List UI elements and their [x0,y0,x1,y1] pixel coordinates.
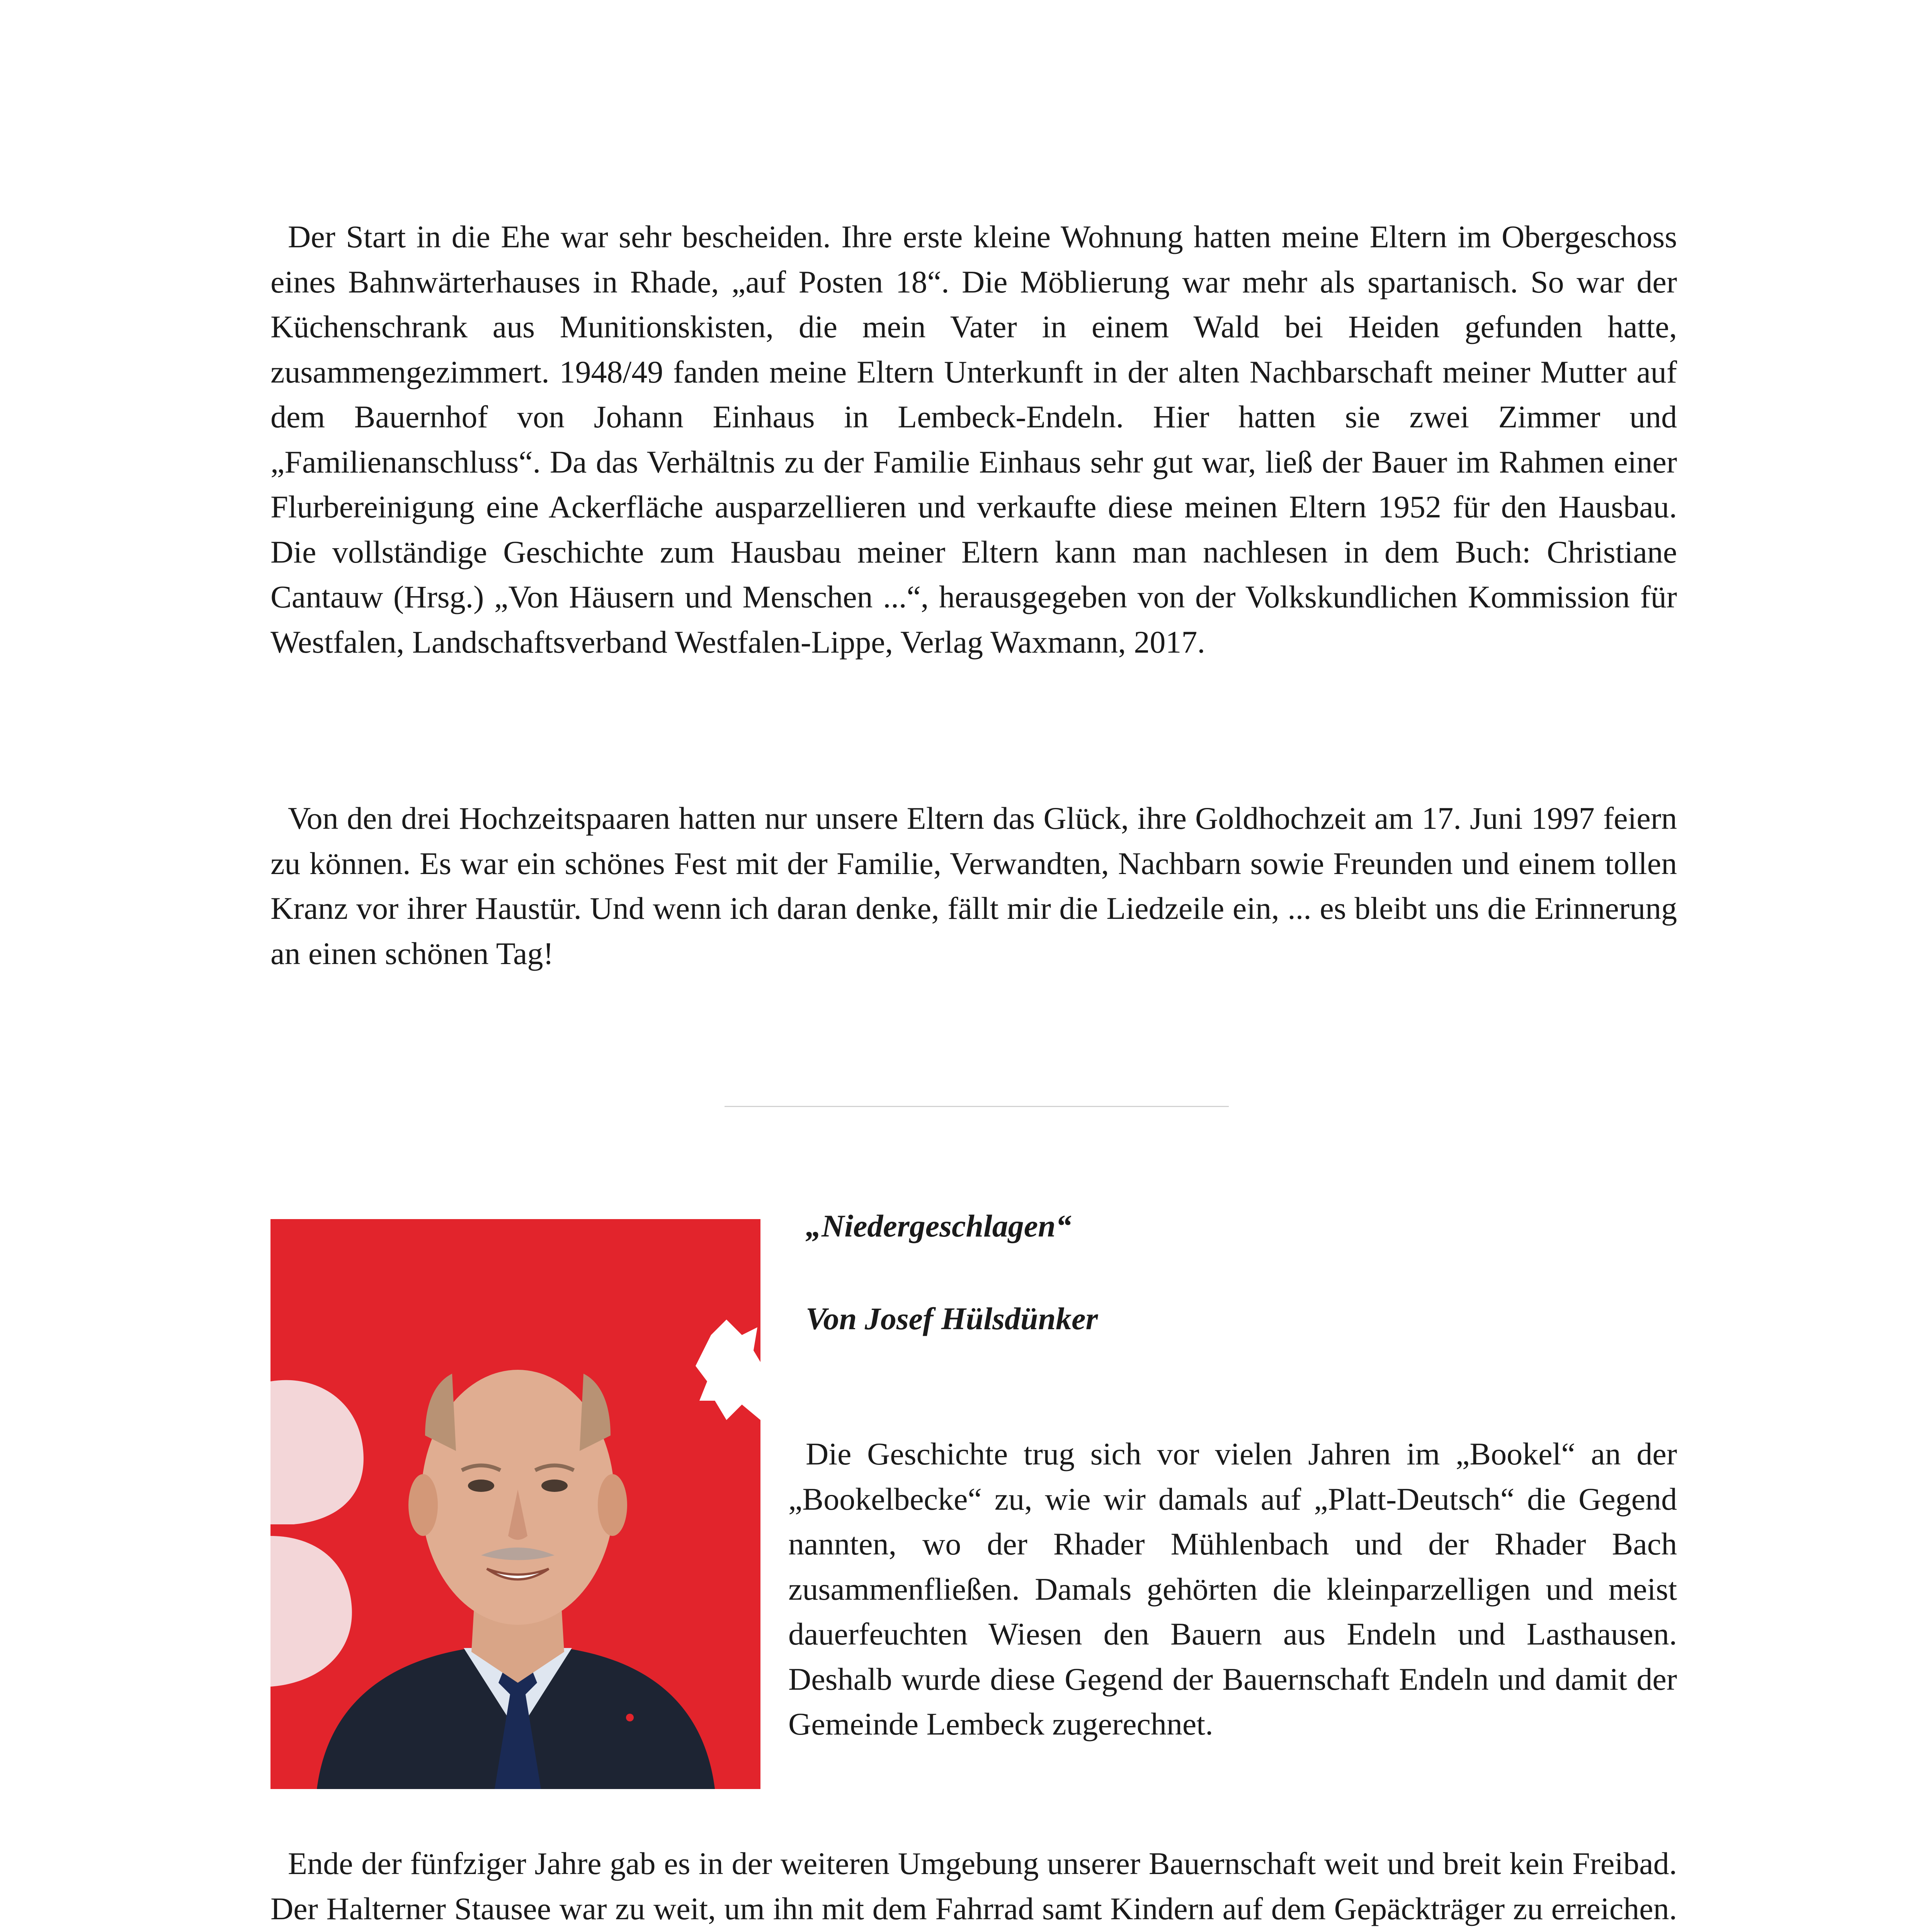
paragraph-no-swimming-pool: Ende der fünfziger Jahre gab es in der weiteren Umgebung unserer Bauernschaft weit und breit kein Freibad. Der Halterner Stausee war zu weit, um ihn mit dem Fahrrad samt Kindern auf dem Gepäckträger zu erreichen. [270,1846,1677,1926]
article-author: Von Josef Hülsdünker [806,1301,1098,1336]
paragraph-wedding-start: Der Start in die Ehe war sehr bescheiden. Ihre erste kleine Wohnung hatten meine Eltern im Obergeschoss eines Bahnwärterhauses in Rhade, „auf Posten 18“. Die Möblierung war mehr als spartanisch. So war der Küchenschrank aus Munitionskisten, die mein Vater in einem Wald bei Heiden gefunden hatte, zusammengezimmert. 1948/49 fanden meine Eltern Unterkunft in der alten Nachbarschaft meiner Mutter auf dem Bauernhof von Johann Einhaus in Lembeck-Endeln. Hier hatten sie zwei Zimmer und „Familienanschluss“. Da das Verhältnis zu der Familie Einhaus sehr gut war, ließ der Bauer im Rahmen einer Flurbereinigung eine Ackerfläche ausparzellieren und verkaufte diese meinen Eltern 1952 für den Hausbau. Die vollständige Geschichte zum Hausbau meiner Eltern kann man nachlesen in dem Buch: Christiane Cantauw (Hrsg.) „Von Häusern und Menschen ...“, herausgegeben von der Volkskundlichen Kommission für Westfalen, Landschaftsverband Westfalen-Lippe, Verlag Waxmann, 2017. [270,219,1677,660]
paragraph-golden-wedding: Von den drei Hochzeitspaaren hatten nur unsere Eltern das Glück, ihre Goldhochzeit am 17. Juni 1997 feiern zu können. Es war ein schönes Fest mit der Familie, Verwandten, Nachbarn sowie Freunden und einem tollen Kranz vor ihrer Haustür. Und wenn ich daran denke, fällt mir die Liedzeile ein, ... es bleibt uns die Erinnerung an einen schönen Tag! [270,801,1677,971]
section-divider [725,1106,1229,1107]
paragraph-story-intro: Die Geschichte trug sich vor vielen Jahren im „Bookel“ an der „Bookelbecke“ zu, wie wir damals auf „Platt-Deutsch“ die Gegend nannten, wo der Rhader Mühlenbach und der Rhader Bach zusammenfließen. Damals gehörten die kleinparzelligen und meist dauerfeuchten Wiesen den Bauern aus Endeln und Lasthausen. Deshalb wurde diese Gegend der Bauernschaft Endeln und damit der Gemeinde Lembeck zugerechnet. [788,1436,1677,1742]
author-portrait-photo [270,1219,760,1789]
article-title: „Niedergeschlagen“ [806,1208,1072,1243]
